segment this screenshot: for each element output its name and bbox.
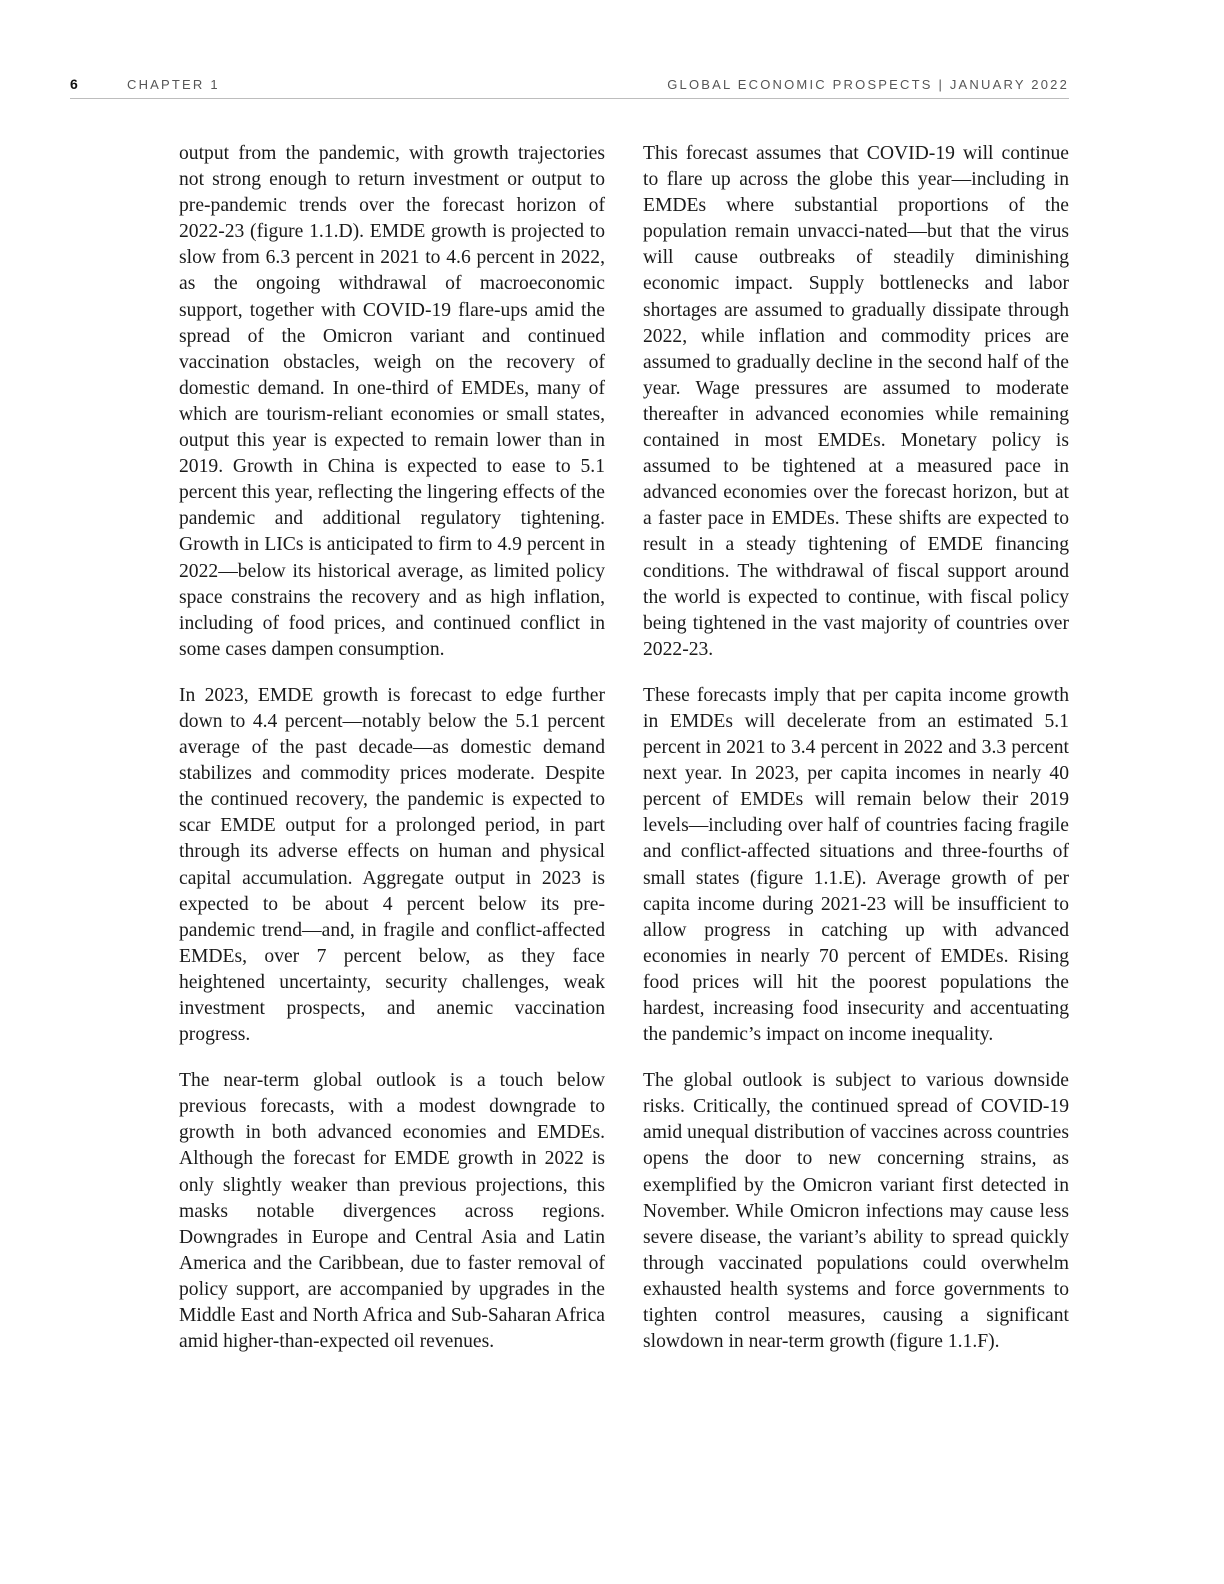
paragraph: output from the pandemic, with growth trajectories not strong enough to return investment or output to pre-pandemic trends over the forecast horizon of 2022-23 (figure 1.1.D). EMDE growth is projected to slow from 6.3 percent in 2021 to 4.6 percent in 2022, as the ongoing withdrawal of macroeconomic support, together with COVID-19 flare-ups amid the spread of the Omicron variant and continued vaccination obstacles, weigh on the recovery of domestic demand. In one-third of EMDEs, many of which are tourism-reliant economies or small states, output this year is expected to remain lower than in 2019. Growth in China is expected to ease to 5.1 percent this year, reflecting the lingering effects of the pandemic and additional regulatory tightening. Growth in LICs is anticipated to firm to 4.9 percent in 2022—below its historical average, as limited policy space constrains the recovery and as high inflation, including of food prices, and continued conflict in some cases dampen consumption. (179, 143, 605, 660)
publication-title: GLOBAL ECONOMIC PROSPECTS | JANUARY 2022 (667, 77, 1069, 92)
paragraph: The near-term global outlook is a touch below previous forecasts, with a modest downgrade to growth in both advanced economies and EMDEs. Although the forecast for EMDE growth in 2022 is only slightly weaker than previous projections, this masks notable divergences across regions. Downgrades in Europe and Central Asia and Latin America and the Caribbean, due to faster removal of policy support, are accompanied by upgrades in the Middle East and North Africa and Sub-Saharan Africa amid higher-than-expected oil revenues. (179, 1070, 605, 1353)
left-column (179, 141, 605, 1375)
paragraph: In 2023, EMDE growth is forecast to edge further down to 4.4 percent—notably below the 5.1 percent average of the past decade—as domestic demand stabilizes and commodity prices moderate. Despite the continued recovery, the pandemic is expected to scar EMDE output for a prolonged period, in part through its adverse effects on human and physical capital accumulation. Aggregate output in 2023 is expected to be about 4 percent below its pre-pandemic trend—and, in fragile and conflict-affected EMDEs, over 7 percent below, as they face heightened uncertainty, security challenges, weak investment prospects, and anemic vaccination progress. (179, 684, 605, 1046)
right-column (643, 141, 1069, 1375)
paragraph: These forecasts imply that per capita income growth in EMDEs will decelerate from an estimated 5.1 percent in 2021 to 3.4 percent in 2022 and 3.3 percent next year. In 2023, per capita incomes in nearly 40 percent of EMDEs will remain below their 2019 levels—including over half of countries facing fragile and conflict-affected situations and three-fourths of small states (figure 1.1.E). Average growth of per capita income during 2021-23 will be insufficient to allow progress in catching up with advanced economies in nearly 70 percent of EMDEs. Rising food prices will hit the poorest populations the hardest, increasing food insecurity and accentuating the pandemic’s impact on income inequality. (643, 684, 1069, 1046)
page-header (70, 76, 1069, 99)
chapter-label: CHAPTER 1 (127, 77, 220, 92)
page-number: 6 (70, 76, 78, 92)
paragraph: This forecast assumes that COVID-19 will continue to flare up across the globe this year—including in EMDEs where substantial proportions of the population remain unvacci-nated—but that the virus will cause outbreaks of steadily diminishing economic impact. Supply bottlenecks and labor shortages are assumed to gradually dissipate through 2022, while inflation and commodity prices are assumed to gradually decline in the second half of the year. Wage pressures are assumed to moderate thereafter in advanced economies while remaining contained in most EMDEs. Monetary policy is assumed to be tightened at a measured pace in advanced economies over the forecast horizon, but at a faster pace in EMDEs. These shifts are expected to result in a steady tightening of EMDE financing conditions. The withdrawal of fiscal support around the world is expected to continue, with fiscal policy being tightened in the vast majority of countries over 2022-23. (643, 143, 1069, 660)
paragraph: The global outlook is subject to various downside risks. Critically, the continued spread of COVID-19 amid unequal distribution of vaccines across countries opens the door to new concerning strains, as exemplified by the Omicron variant first detected in November. While Omicron infections may cause less severe disease, the variant’s ability to spread quickly through vaccinated populations could overwhelm exhausted health systems and force governments to tighten control measures, causing a significant slowdown in near-term growth (figure 1.1.F). (643, 1070, 1069, 1353)
